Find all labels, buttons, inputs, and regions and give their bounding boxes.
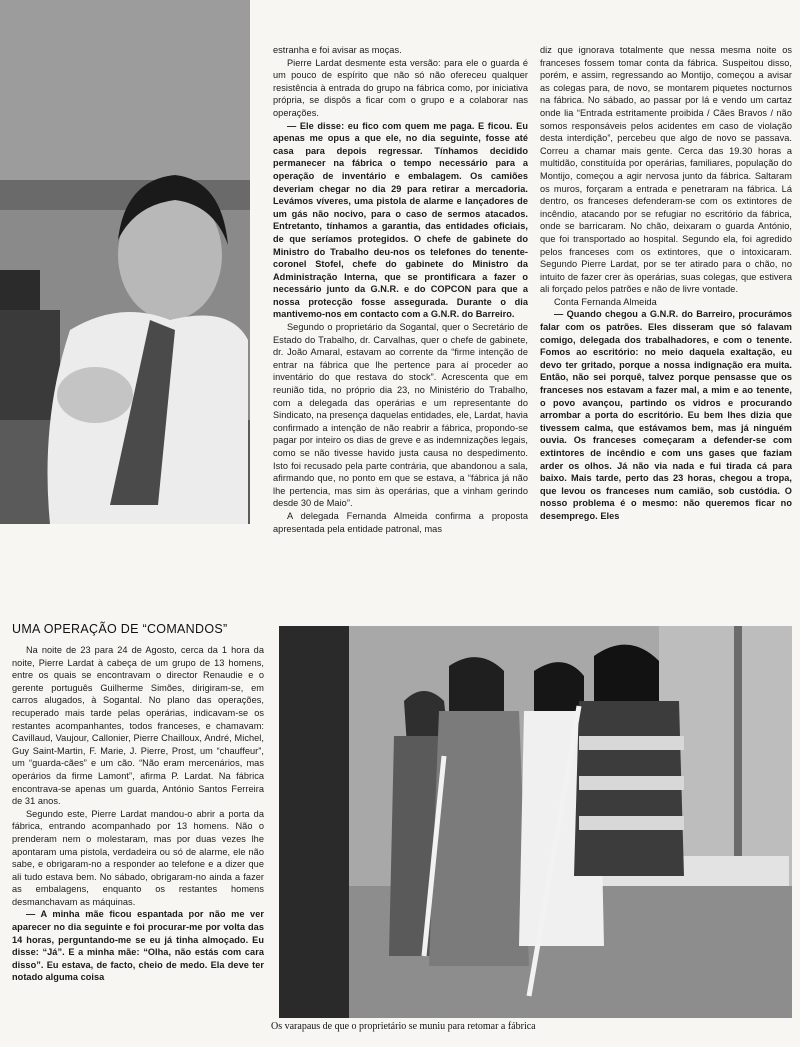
photo-caption: Os varapaus de que o proprietário se muniu para retomar a fábrica bbox=[271, 1021, 536, 1032]
paragraph: Segundo o proprietário da Sogantal, quer o Secretário de Estado do Trabalho, dr. Carvalhas, quer o chefe de gabinete, dr. João Amaral, estavam ao corrente da “firme intenção de entrar na fábrica que lhe pertence para aí proceder ao inventário do que restava do stock”. Acrescenta que em reunião tida, no próprio dia 23, no Ministério do Trabalho, com a delegada das operárias e um representante do Sindicato, na presença daquelas entidades, ele, Lardat, havia confirmado a intenção de não reabrir a fábrica, propondo-se pagar por inteiro os dias de greve e as indemnizações legais, como se não tivesse havido justa causa no despedimento. Isto foi recusado pela parte contrária, que abandonou a sala, afirmando que, no ponto em que se estava, a “fábrica já não lhe pertencia, mas sim às operárias, que a vinham gerindo desde 30 de Maio”. bbox=[273, 322, 528, 509]
article-column-right bbox=[540, 44, 792, 523]
photo-man-portrait bbox=[0, 0, 250, 524]
quote-paragraph: — A minha mãe ficou espantada por não me ver aparecer no dia seguinte e foi procurar-me por volta das 14 horas, perguntando-me se eu já tinha almoçado. Eu disse: “Já”. E a minha mãe: “Olha, não estás com cara disso”. Eu estava, de facto, cheio de medo. Ela deve ter notado alguma coisa bbox=[12, 909, 264, 983]
paragraph: A delegada Fernanda Almeida confirma a proposta apresentada pela entidade patronal, mas bbox=[273, 510, 528, 534]
paragraph: Pierre Lardat desmente esta versão: para ele o guarda é um pouco de espírito que não só não ofereceu qualquer resistência à entrada do grupo na fábrica como, por iniciativa própria, se dispôs a ficar com o grupo e a colaborar nas operações. bbox=[273, 57, 528, 118]
paragraph: estranha e foi avisar as moças. bbox=[273, 45, 402, 55]
article-column-middle bbox=[273, 44, 528, 535]
paragraph: diz que ignorava totalmente que nessa mesma noite os franceses fossem tomar conta da fábrica. Suspeitou disso, porém, e assim, regressando ao Montijo, começou a avisar as colegas para, de novo, se montarem piquetes nocturnos na fábrica. No sábado, ao passar por lá e vendo um cartaz onde lia “Entrada estritamente proibida / Cães Bravos / não somos responsáveis pelos acidentes em caso de violação desta interdição”, percebeu que algo de novo se passava. Correu a chamar mais gente. Cerca das 19.30 horas a multidão, constituída por operárias, familiares, população do Montijo, começou a agir nervosa junto da fábrica. Saltaram os muros, forçaram a entrada e penetraram na fábrica. Lá dentro, os franceses defenderam-se com os extintores de incêndio, atacando por se refugiar no escritório da fábrica, onde se barricaram. No chão, deixaram o guarda António, que foi transportado ao hospital. Segundo ela, foi agredido pelos franceses com os extintores, que o intoxicaram. Segundo Pierre Lardat, por se ter atirado para o chão, no intuito de fazer crer às operárias, suas colegas, que estivera ali forçado pelos patrões e não de livre vontade. bbox=[540, 45, 792, 295]
quote-paragraph: — Quando chegou a G.N.R. do Barreiro, procurámos falar com os patrões. Eles disseram que só falavam comigo, delegada dos trabalhadores, e com o tenente. Fomos ao escritório: no meio daquela exaltação, eu devo ter gritado, porque a nossa indignação era muita. Então, não sei porquê, talvez porque pensasse que os franceses nos estavam a fazer mal, a mim e ao tenente, o povo avançou, partindo os vidros e procurando arrombar a porta do escritório. Eu bem lhes dizia que tivessem calma, que estávamos bem, mas já ninguém ouvia. Os franceses começaram a defender-se com extintores de incêndio e com uns gases que faziam arder os olhos. Já não via nada e fui tirada cá para baixo. Mais tarde, perto das 23 horas, chegou a tropa, que levou os franceses num camião, sob custódia. O nosso problema é o mesmo: não queremos ficar no desemprego. Eles bbox=[540, 309, 792, 521]
paragraph: Segundo este, Pierre Lardat mandou-o abrir a porta da fábrica, entrando acompanhado por 13 homens. Não o prenderam nem o molestaram, mas por duas vezes lhe apontaram uma pistola, verdadeira ou só de alarme, ele não sabe, e obrigaram-no a responder ao telefone e a dizer que ali tudo estava bem. No sábado, obrigaram-no ainda a fazer as embalagens, enquanto os restantes homens desmanchavam as máquinas. bbox=[12, 808, 264, 907]
paragraph: Na noite de 23 para 24 de Agosto, cerca da 1 hora da noite, Pierre Lardat à cabeça de um grupo de 13 homens, entre os quais se encontravam o director Renaudie e o gerente português Guilherme Simões, dirigiram-se, em carros alugados, à Sogantal. No plano das operações, recuperado mais tarde pelas operárias, indicavam-se os restantes acompanhantes, todos franceses, e chamavam: Cavillaud, Vaujour, Callonier, Pierre Chailloux, André, Michel, Guy Saint-Martin, F. Marie, J. Pierre, Prost, um “chauffeur”, um “guarda-cães” e um cão. “Não eram mercenários, mas operários da firme Lamont”, afirma P. Lardat. Na fábrica encontrava-se apenas um guarda, António Santos Ferreira de 31 anos. bbox=[12, 645, 264, 807]
quote-paragraph: — Ele disse: eu fico com quem me paga. E ficou. Eu apenas me opus a que ele, no dia seguinte, fosse até casa para depois regressar. Tínhamos decidido permanecer na fábrica o tempo necessário para a operação de inventário e embalagem. Os camiões deveriam chegar no dia 29 para retirar a mercadoria. Levámos víveres, uma pistola de alarme e lançadores de um gás não nocivo, para o caso de sermos atacados. Entretanto, tínhamos a garantia, das entidades oficiais, de que seríamos protegidos. O chefe de gabinete do Ministro do Trabalho deu-nos os telefones do tenente-coronel Stofel, chefe do gabinete do Ministro da Administração Interna, que se prontificara a fazer o necessário junto da G.N.R. e do COPCON para que a nossa protecção fosse assegurada. Durante o dia mantivemo-nos em contacto com a G.N.R. do Barreiro. bbox=[273, 120, 528, 320]
photo-workers-group bbox=[279, 626, 792, 1018]
section-headline: UMA OPERAÇÃO DE “COMANDOS” bbox=[12, 622, 228, 636]
article-column-left bbox=[12, 644, 264, 984]
attribution: Conta Fernanda Almeida bbox=[554, 296, 657, 307]
